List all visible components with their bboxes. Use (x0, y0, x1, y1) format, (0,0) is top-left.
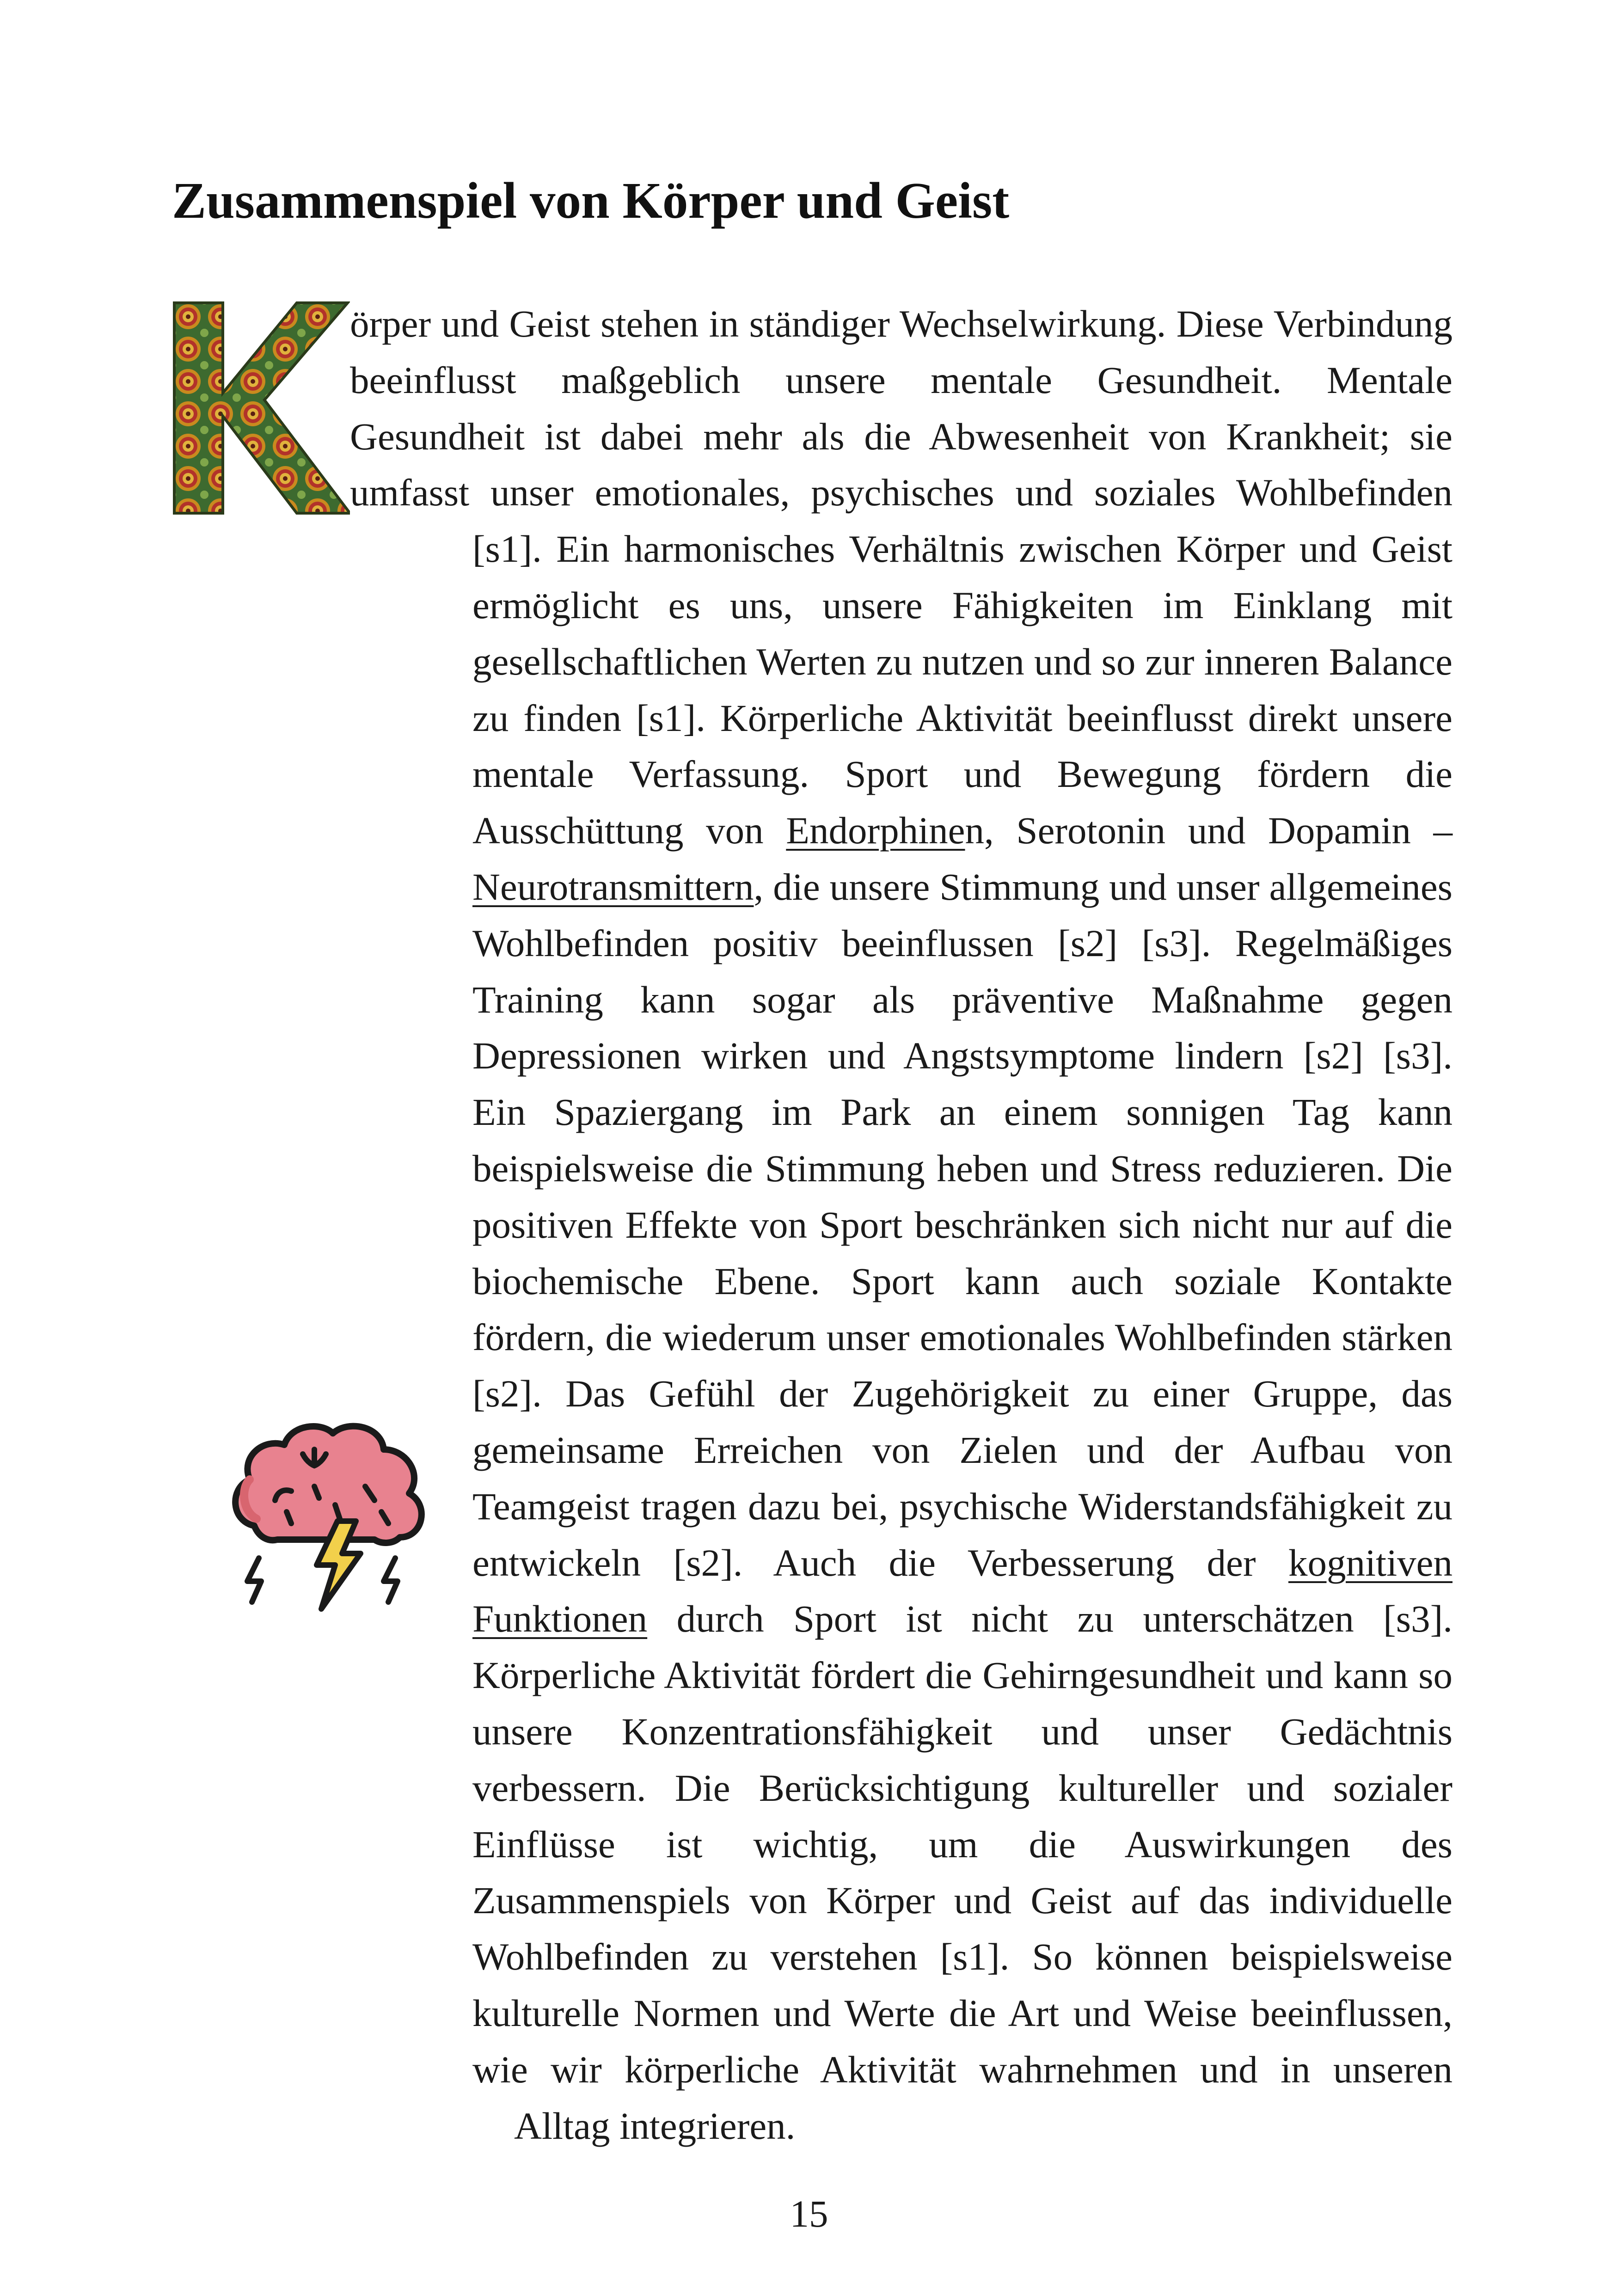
term-endorphine: Endorphine (786, 809, 965, 852)
body-paragraph (172, 296, 1453, 2296)
drop-cap-k-icon (172, 301, 350, 516)
page-number: 15 (790, 2192, 828, 2235)
term-neurotransmitter: Neurotransmittern (472, 865, 754, 908)
text-segment: , die unsere Stimmung und unser allgemeines Wohlbefinden positiv beeinflussen [s2] [s3]. Regelmäßiges Training kann sogar als präventive Maßnahme gegen Depressionen wirken und Angstsymptome lindern [s2] [s3]. Ein Spaziergang im Park an einem sonnigen Tag kann beispielsweise die Stimmung heben und Stress reduzieren. Die positiven Effekte von Sport beschränken sich nicht nur auf die biochemische Ebene. Sport kann auch soziale Kontakte fördern, die wiederum unser emotionales Wohlbefinden stärken [s2]. Das Gefühl der Zugehörigkeit zu einer Gruppe, das gemeinsame Erreichen von Zielen und der Aufbau von Teamgeist tragen dazu bei, psychische Widerstandsfähigkeit zu entwickeln [s2]. Auch die Verbesserung der (472, 865, 1453, 1584)
brain-lightning-icon (222, 1406, 439, 1637)
text-segment: örper und Geist stehen in ständiger Wechselwirkung. Diese Verbindung beeinflusst maßgeblich unsere mentale Gesundheit. Mentale Gesundheit ist dabei mehr als die Abwesenheit von Krankheit; sie umfasst unser emotionales, psychisches und soziales Wohlbefinden [s1]. Ein harmonisches Verhältnis zwischen Körper und Geist ermöglicht es uns, unsere Fähigkeiten im Einklang mit gesellschaftlichen Werten zu nutzen und so zur inneren Balance zu finden [s1]. Körperliche Aktivität beeinflusst direkt unsere mentale Verfassung. Sport und Bewegung fördern die Ausschüttung von (350, 302, 1453, 852)
text-segment: durch Sport ist nicht zu unterschätzen [s3]. Körperliche Aktivität fördert die Gehirngesundheit und kann so unsere Konzentrationsfähigkeit und unser Gedächtnis verbessern. Die Berücksichtigung kultureller und sozialer Einflüsse ist wichtig, um die Auswirkungen des Zusammenspiels von Körper und Geist auf das individuelle Wohlbefinden zu verstehen [s1]. So können beispielsweise kulturelle Normen und Werte die Art und Weise beeinflussen, wie wir körperliche Aktivität wahrnehmen und in unseren Alltag integrieren. (472, 1597, 1453, 2147)
term-kognitive-funktionen: kognitiven Funktionen (472, 1541, 1453, 1640)
drop-cap (172, 301, 350, 516)
brain-illustration (222, 1406, 439, 1637)
page-title: Zusammenspiel von Körper und Geist (172, 172, 1010, 229)
spacer (172, 2097, 472, 2153)
text-segment: n, Serotonin und Dopamin – (965, 809, 1453, 852)
paragraph-text (172, 296, 1453, 2154)
